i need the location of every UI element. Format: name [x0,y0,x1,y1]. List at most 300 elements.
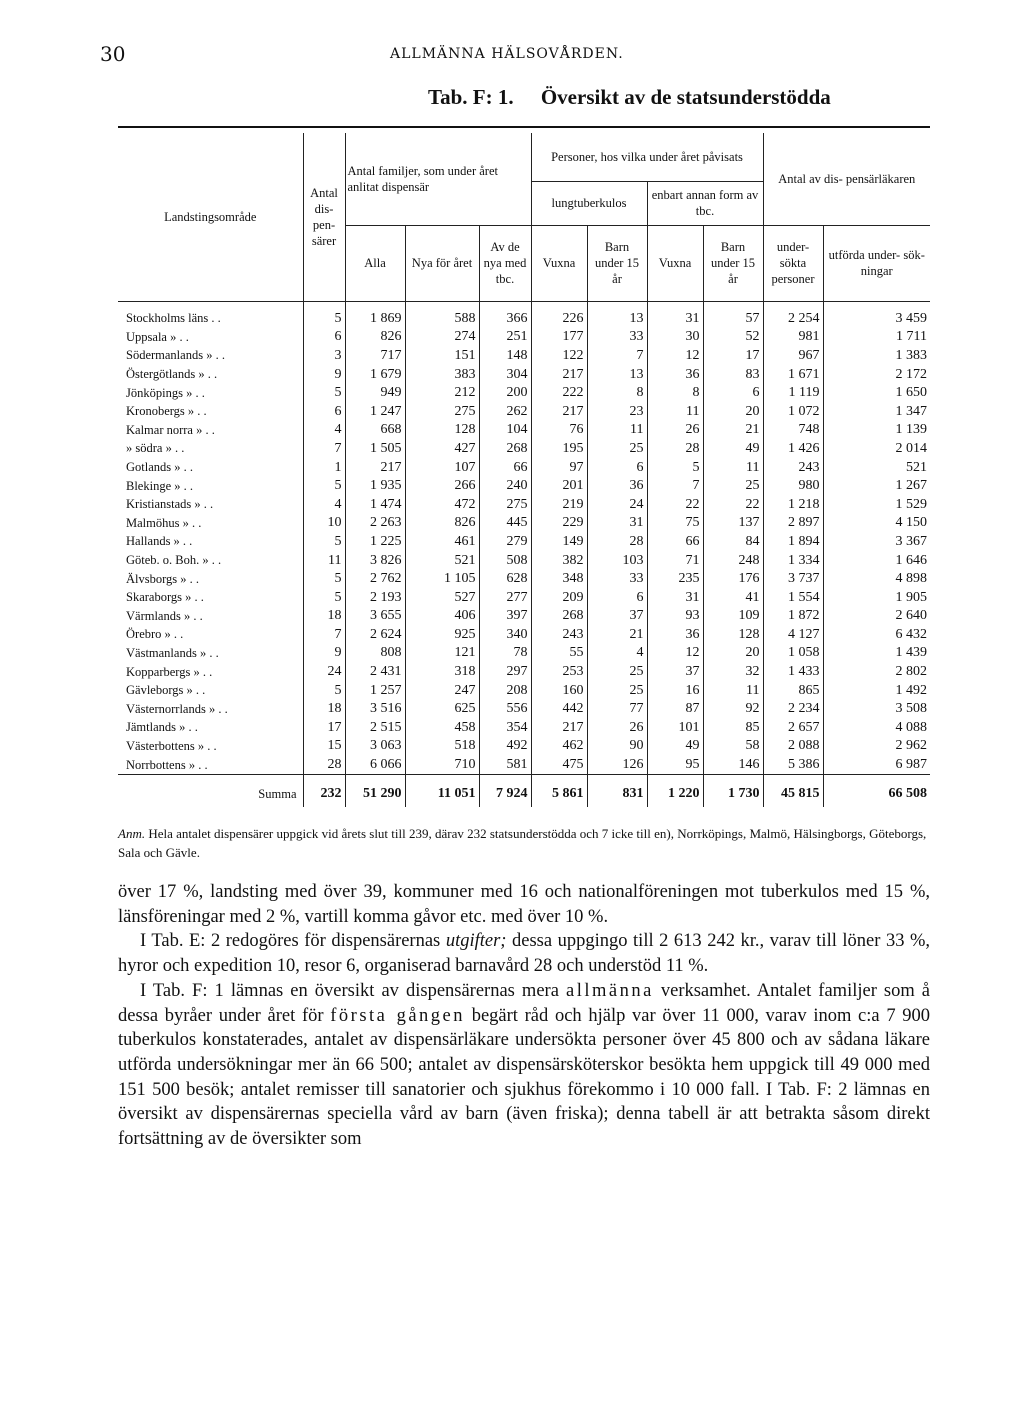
region-name: » södra » . . [126,441,185,456]
table-cell: 826 [345,328,405,347]
table-cell: 95 [647,756,703,775]
table-row [118,458,930,477]
table-cell: 318 [405,663,479,682]
sum-cell: 66 508 [823,775,930,808]
table-cell: 1 225 [345,533,405,552]
table-cell: 66 [479,458,531,477]
header-dispensaries: Antal dis- pen- särer [303,133,345,301]
table-cell: 36 [647,365,703,384]
region-name: Västmanlands » . . [126,645,219,660]
table-cell: 229 [531,514,587,533]
table-cell: 2 640 [823,607,930,626]
header-other-tbc: enbart annan form av tbc. [647,181,763,225]
header-region: Landstingsområde [118,133,303,301]
table-cell: 66 [647,533,703,552]
table-cell: 22 [703,495,763,514]
table-row [118,663,930,682]
table-cell: 26 [587,719,647,738]
table-cell: 277 [479,588,531,607]
table-cell: 625 [405,700,479,719]
table-cell: 980 [763,477,823,496]
table-cell: 1 072 [763,402,823,421]
table-cell: 25 [587,663,647,682]
table-cell: 28 [303,756,345,775]
table-cell: 22 [647,495,703,514]
table-cell: 28 [587,533,647,552]
table-cell: 3 459 [823,301,930,328]
table-cell: 243 [763,458,823,477]
table-cell: 382 [531,551,587,570]
paragraph-2-emphasis: utgifter; [445,931,507,952]
table-cell: 248 [703,551,763,570]
table-cell: 103 [587,551,647,570]
region-name: Gotlands » . . [126,460,194,475]
table-row [118,301,930,328]
header-other-children: Barn under 15 år [703,225,763,301]
table-row [118,756,930,775]
table-cell: 212 [405,384,479,403]
table-row [118,384,930,403]
table-cell: 4 898 [823,570,930,589]
table-cell: 1 711 [823,328,930,347]
table-cell: 427 [405,440,479,459]
table-cell: 49 [647,737,703,756]
table-cell: 475 [531,756,587,775]
table-cell: 16 [647,681,703,700]
table-cell: 217 [531,719,587,738]
sum-label: Summa [118,775,303,808]
table-cell: 13 [587,365,647,384]
table-cell: 9 [303,644,345,663]
table-cell: 668 [345,421,405,440]
table-cell: 149 [531,533,587,552]
table-cell: 31 [647,588,703,607]
table-cell: 274 [405,328,479,347]
table-row [118,365,930,384]
region-name: Älvsborgs » . . [126,571,200,586]
table-cell: 37 [647,663,703,682]
table-cell: 6 [587,588,647,607]
table-cell: 3 [303,347,345,366]
paragraph-3-part-b: verksamhet. Antalet familjer som å dessa byråer under året för [118,980,931,1026]
table-cell: 275 [405,402,479,421]
table-cell: 226 [531,301,587,328]
region-name: Kalmar norra » . . [126,422,215,437]
sum-cell: 45 815 [763,775,823,808]
table-cell: 1 334 [763,551,823,570]
table-cell: 6 [703,384,763,403]
table-cell: 200 [479,384,531,403]
table-cell: 1 058 [763,644,823,663]
table-cell: 83 [703,365,763,384]
page-number: 30 [100,42,126,66]
paragraph-3-spaced-2: första gången [330,1005,465,1026]
table-cell: 1 474 [345,495,405,514]
table-cell: 101 [647,719,703,738]
table-row [118,607,930,626]
table-row [118,588,930,607]
table-cell: 1 426 [763,440,823,459]
running-header [100,42,940,66]
table-cell: 97 [531,458,587,477]
body-text [118,880,930,1152]
table-cell: 6 987 [823,756,930,775]
table-cell: 176 [703,570,763,589]
table-cell: 2 431 [345,663,405,682]
table-cell: 57 [703,301,763,328]
sum-cell: 1 220 [647,775,703,808]
table-cell: 128 [703,626,763,645]
table-cell: 275 [479,495,531,514]
table-cell: 710 [405,756,479,775]
table-cell: 981 [763,328,823,347]
region-name: Kopparbergs » . . [126,664,213,679]
header-lung-children: Barn under 15 år [587,225,647,301]
table-cell: 251 [479,328,531,347]
table-cell: 1 894 [763,533,823,552]
region-name: Kronobergs » . . [126,404,207,419]
table-cell: 24 [587,495,647,514]
table-cell: 1 [303,458,345,477]
table-cell: 1 492 [823,681,930,700]
table-cell: 13 [587,301,647,328]
table-row [118,533,930,552]
table-cell: 808 [345,644,405,663]
table-cell: 1 433 [763,663,823,682]
table-cell: 90 [587,737,647,756]
region-name: Blekinge » . . [126,478,194,493]
region-name: Stockholms läns . . [126,311,221,326]
table-cell: 7 [587,347,647,366]
table-cell: 4 127 [763,626,823,645]
header-families-all: Alla [345,225,405,301]
header-other-adults: Vuxna [647,225,703,301]
table-cell: 556 [479,700,531,719]
table-cell: 77 [587,700,647,719]
table-cell: 104 [479,421,531,440]
paragraph-2 [118,929,930,978]
note-prefix: Anm. [118,826,146,841]
table-cell: 967 [763,347,823,366]
table-cell: 304 [479,365,531,384]
table-row [118,477,930,496]
paragraph-3-part-a: I Tab. F: 1 lämnas en översikt av dispensärernas mera [140,980,559,1001]
table-cell: 7 [647,477,703,496]
table-cell: 11 [587,421,647,440]
sum-cell: 11 051 [405,775,479,808]
table-cell: 160 [531,681,587,700]
table-cell: 17 [303,719,345,738]
table-cell: 1 671 [763,365,823,384]
region-name: Skaraborgs » . . [126,590,204,605]
table-cell: 826 [405,514,479,533]
table-cell: 1 247 [345,402,405,421]
table-cell: 1 935 [345,477,405,496]
table-cell: 243 [531,626,587,645]
table-cell: 354 [479,719,531,738]
table-cell: 268 [479,440,531,459]
table-cell: 36 [587,477,647,496]
table-cell: 58 [703,737,763,756]
paragraph-2-part-a: I Tab. E: 2 redogöres för dispensärernas [140,931,441,952]
table-cell: 177 [531,328,587,347]
table-cell: 518 [405,737,479,756]
table-cell: 748 [763,421,823,440]
table-cell: 2 657 [763,719,823,738]
table-cell: 25 [587,681,647,700]
paragraph-1: över 17 %, landsting med över 39, kommuner med 16 och nationalföreningen mot tuberkulos med 15 %, länsföreningar med 2 %, vartill komma gåvor etc. med över 10 %. [118,882,930,927]
table-cell: 6 [303,328,345,347]
table-cell: 33 [587,328,647,347]
table-cell: 2 624 [345,626,405,645]
table-cell: 521 [823,458,930,477]
sum-cell: 7 924 [479,775,531,808]
table-cell: 12 [647,347,703,366]
table-cell: 1 650 [823,384,930,403]
table-cell: 146 [703,756,763,775]
table-cell: 5 [303,301,345,328]
table-cell: 5 [303,681,345,700]
table-cell: 1 257 [345,681,405,700]
region-name: Västernorrlands » . . [126,701,228,716]
table-cell: 87 [647,700,703,719]
table-row [118,440,930,459]
table-cell: 3 655 [345,607,405,626]
table-cell: 581 [479,756,531,775]
region-name: Uppsala » . . [126,329,189,344]
table-cell: 128 [405,421,479,440]
table-row [118,700,930,719]
table-cell: 279 [479,533,531,552]
table-cell: 7 [303,626,345,645]
table-row [118,402,930,421]
paragraph-3-part-c: begärt råd och hjälp var över 11 000, varav inom c:a 7 900 tuberkulos konstaterades, antalet av dispensärläkare undersökta personer över 45 800 och av sådana läkare utförda undersökningar mer än 66 500; antalet av dispensärsköterskor besökta hem uppgick till 49 000 med 151 500 besök; antalet remisser till sanatorier och sjukhus förekommo i 10 000 fall. I Tab. F: 2 lämnas en översikt av dispensärernas speciella vård av barn (även friska); denna tabell är att betrakta såsom direkt fortsättning av de översikter som [118,1005,931,1150]
table-cell: 2 515 [345,719,405,738]
table-cell: 5 386 [763,756,823,775]
table-cell: 5 [303,588,345,607]
table-cell: 1 347 [823,402,930,421]
table-cell: 442 [531,700,587,719]
table-row [118,681,930,700]
table-cell: 1 105 [405,570,479,589]
table-cell: 253 [531,663,587,682]
header-examined-persons: under- sökta personer [763,225,823,301]
table-cell: 76 [531,421,587,440]
table-cell: 266 [405,477,479,496]
table-cell: 2 263 [345,514,405,533]
table-cell: 1 869 [345,301,405,328]
table-cell: 7 [303,440,345,459]
table-cell: 217 [345,458,405,477]
table-cell: 24 [303,663,345,682]
table-cell: 5 [303,533,345,552]
table-cell: 508 [479,551,531,570]
header-examinations: utförda under- sök- ningar [823,225,930,301]
table-cell: 9 [303,365,345,384]
table-cell: 1 139 [823,421,930,440]
table-cell: 2 193 [345,588,405,607]
table-row [118,514,930,533]
table-cell: 12 [647,644,703,663]
table-cell: 1 267 [823,477,930,496]
table-cell: 75 [647,514,703,533]
table-cell: 93 [647,607,703,626]
table-row [118,626,930,645]
table-cell: 209 [531,588,587,607]
table-cell: 121 [405,644,479,663]
region-name: Malmöhus » . . [126,515,202,530]
table-cell: 107 [405,458,479,477]
region-name: Västerbottens » . . [126,738,217,753]
table-cell: 2 254 [763,301,823,328]
table-cell: 1 529 [823,495,930,514]
region-name: Värmlands » . . [126,608,203,623]
table-title-text: Översikt av de statsunderstödda [540,85,831,109]
table-cell: 2 802 [823,663,930,682]
table-cell: 445 [479,514,531,533]
table-cell: 4 [303,495,345,514]
table-cell: 208 [479,681,531,700]
table-cell: 628 [479,570,531,589]
table-cell: 3 063 [345,737,405,756]
table-cell: 1 505 [345,440,405,459]
table-cell: 383 [405,365,479,384]
region-name: Södermanlands » . . [126,348,225,363]
region-name: Gävleborgs » . . [126,683,206,698]
table-cell: 25 [587,440,647,459]
table-cell: 11 [703,458,763,477]
table-row [118,421,930,440]
table-cell: 18 [303,607,345,626]
table-cell: 925 [405,626,479,645]
sum-cell: 232 [303,775,345,808]
region-name: Norrbottens » . . [126,757,208,772]
table-cell: 25 [703,477,763,496]
table-cell: 4 [303,421,345,440]
table-cell: 122 [531,347,587,366]
region-name: Hallands » . . [126,534,193,549]
table-cell: 1 872 [763,607,823,626]
table-cell: 126 [587,756,647,775]
table-cell: 2 962 [823,737,930,756]
table-cell: 3 826 [345,551,405,570]
table-cell: 3 516 [345,700,405,719]
table-cell: 472 [405,495,479,514]
sum-cell: 831 [587,775,647,808]
table-cell: 3 508 [823,700,930,719]
sum-cell: 5 861 [531,775,587,808]
table-cell: 366 [479,301,531,328]
table-cell: 11 [303,551,345,570]
table-cell: 18 [303,700,345,719]
table-cell: 2 088 [763,737,823,756]
table-cell: 1 554 [763,588,823,607]
table-cell: 2 014 [823,440,930,459]
table-cell: 33 [587,570,647,589]
table-cell: 195 [531,440,587,459]
table-cell: 11 [703,681,763,700]
table-cell: 137 [703,514,763,533]
table-cell: 6 432 [823,626,930,645]
region-name: Örebro » . . [126,627,184,642]
table-cell: 406 [405,607,479,626]
table-row [118,644,930,663]
table-cell: 458 [405,719,479,738]
region-name: Jönköpings » . . [126,385,205,400]
table-cell: 6 [587,458,647,477]
region-name: Jämtlands » . . [126,720,198,735]
table-cell: 10 [303,514,345,533]
table-cell: 41 [703,588,763,607]
table-cell: 78 [479,644,531,663]
table-cell: 1 905 [823,588,930,607]
table-cell: 2 762 [345,570,405,589]
table-cell: 865 [763,681,823,700]
table-cell: 6 066 [345,756,405,775]
header-lung-tbc: lungtuberkulos [531,181,647,225]
table-cell: 30 [647,328,703,347]
header-lung-adults: Vuxna [531,225,587,301]
sum-row [118,775,930,808]
table-note [118,824,938,862]
paragraph-3-spaced-1: allmänna [565,980,654,1001]
table-cell: 1 646 [823,551,930,570]
table-cell: 247 [405,681,479,700]
table-label: Tab. F: 1. [428,85,514,109]
table-cell: 949 [345,384,405,403]
table-cell: 262 [479,402,531,421]
table-cell: 527 [405,588,479,607]
table-row [118,719,930,738]
table-cell: 521 [405,551,479,570]
table-cell: 3 367 [823,533,930,552]
table-cell: 219 [531,495,587,514]
table-cell: 492 [479,737,531,756]
paragraph-3 [118,979,930,1152]
table-cell: 1 679 [345,365,405,384]
region-name: Östergötlands » . . [126,367,218,382]
table-cell: 6 [303,402,345,421]
header-families-new: Nya för året [405,225,479,301]
table-cell: 297 [479,663,531,682]
table-cell: 462 [531,737,587,756]
table-cell: 49 [703,440,763,459]
table-row [118,495,930,514]
table-cell: 5 [303,477,345,496]
table-cell: 52 [703,328,763,347]
table-row [118,347,930,366]
table-body [118,301,930,807]
table-title [428,85,831,110]
table-cell: 31 [587,514,647,533]
table-top-rule [118,126,930,128]
table-cell: 2 234 [763,700,823,719]
table-cell: 2 172 [823,365,930,384]
sum-cell: 51 290 [345,775,405,808]
table-cell: 5 [303,384,345,403]
table-cell: 20 [703,644,763,663]
table-cell: 5 [647,458,703,477]
table-cell: 151 [405,347,479,366]
table-cell: 92 [703,700,763,719]
table-row [118,737,930,756]
table-cell: 84 [703,533,763,552]
header-persons-group: Personer, hos vilka under året påvisats [531,133,763,181]
table-cell: 4 088 [823,719,930,738]
table-cell: 21 [587,626,647,645]
table-cell: 15 [303,737,345,756]
table-cell: 217 [531,402,587,421]
